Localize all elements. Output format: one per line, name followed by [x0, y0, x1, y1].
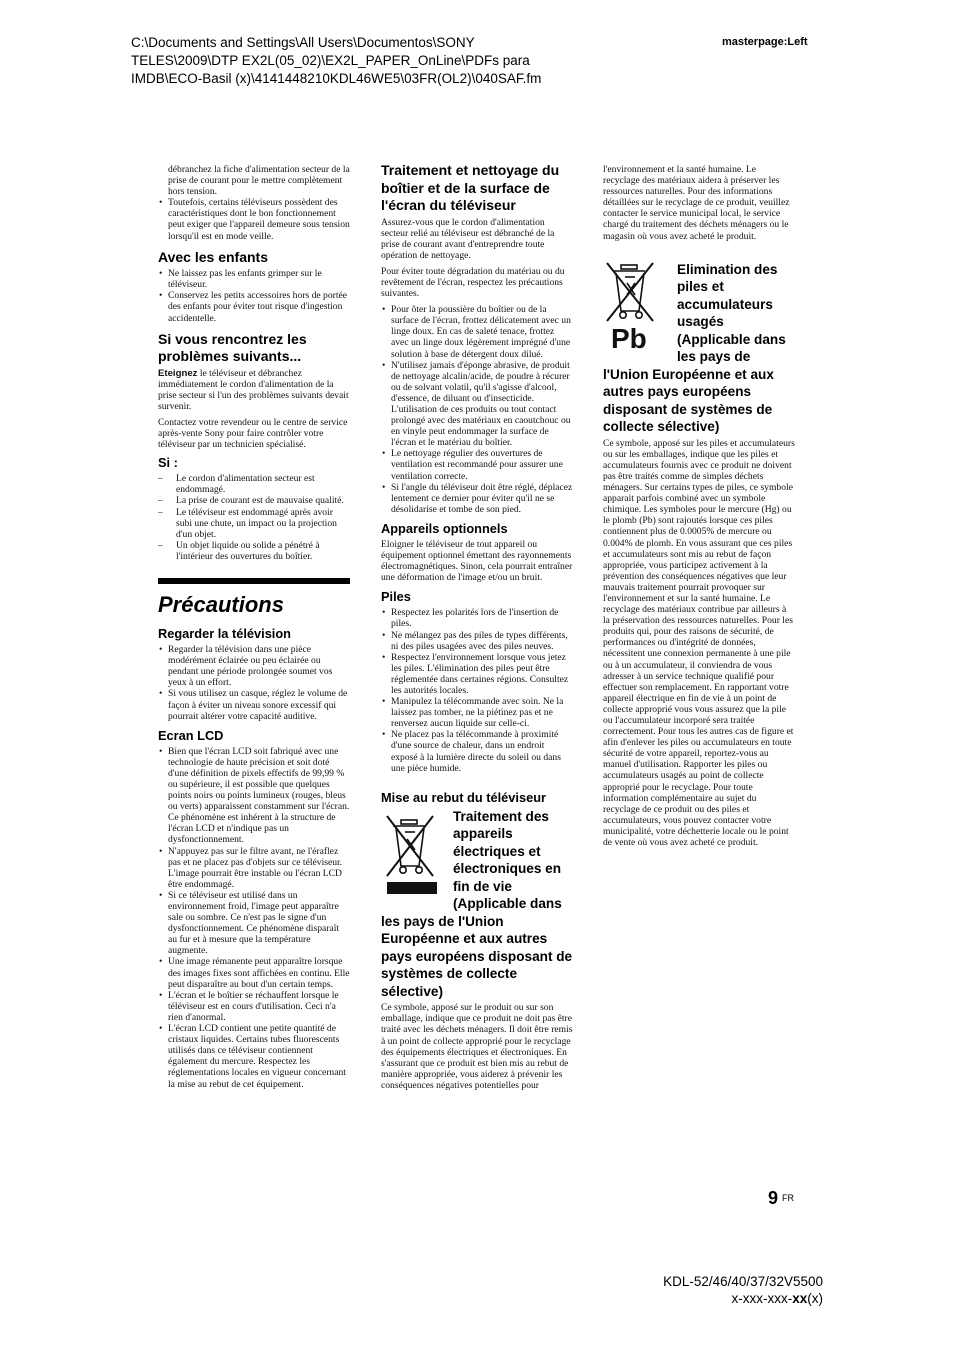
list-item: • Ne laissez pas les enfants grimper sur le téléviseur. [158, 268, 350, 290]
list-item: • Si vous utilisez un casque, réglez le volume de façon à éviter un niveau sonore excessif qui pourrait altérer votre capacité auditive. [158, 688, 350, 721]
list-item: • Pour ôter la poussière du boîtier ou de la surface de l'écran, frottez délicatement avec un linge doux. En cas de saleté tenace, frottez avec un linge doux légèrement imprégné d'une solution à base de détergent doux dilué. [381, 304, 573, 359]
traitement-paragraph-1: Assurez-vous que le cordon d'alimentation secteur relié au téléviseur est débranché de la prise de courant avant d'entreprendre toute opération de nettoyage. [381, 216, 555, 261]
list-item: • Regarder la télévision dans une pièce modérément éclairée ou peu éclairée ou pendant une période prolongée soumet vos yeux à un effort. [158, 644, 350, 688]
list-item: • Bien que l'écran LCD soit fabriqué avec une technologie de haute précision et soit doté d'une définition de pixels effectifs de 99,99 % ou supérieure, il est possible que quelques points noirs ou points lumineux (rouges, bleus ou verts) apparaissent constamment sur l'écran. Ce phénomène est inhérent à la structure de l'écran LCD et n'indique pas un dysfonctionnement. [158, 746, 350, 846]
document-code [663, 1290, 823, 1307]
traitement-paragraph-2: Pour éviter toute dégradation du matériau ou du revêtement de l'écran, respectez les précautions suivantes. [381, 265, 565, 300]
list-item: • Manipulez la télécommande avec soin. Ne la laissez pas tomber, ne la piétinez pas et ne renversez aucun liquide sur celle-ci. [381, 696, 573, 729]
model-footer [663, 1273, 823, 1307]
path-line-2: TELES\2009\DTP EX2L(05_02)\EX2L_PAPER_OnLine\PDFs para [131, 53, 530, 68]
precautions-title: Précautions [158, 592, 284, 618]
section-rule [158, 578, 350, 584]
bullet-list [158, 197, 350, 241]
bold-word: Eteignez [158, 367, 198, 379]
section-heading-regarder: Regarder la télévision [158, 626, 291, 642]
list-item: – Le cordon d'alimentation secteur est endommagé. [158, 473, 350, 495]
list-item: • Une image rémanente peut apparaître lorsque des images fixes sont affichées en continu. Elle peut disparaître au bout d'un certain temps. [158, 956, 350, 989]
list-item: • Toutefois, certains téléviseurs possèdent des caractéristiques dont le bon fonctionnement peut exiger que l'appareil demeure sous tension lorsqu'il est en mode veille. [158, 197, 350, 241]
battery-bin-icon [603, 261, 671, 351]
list-item: • Ne placez pas la télécommande à proximité d'une source de chaleur, dans un endroit exposé à la lumière directe du soleil ou dans une pièce humide. [381, 729, 573, 773]
column-2 [381, 162, 573, 1096]
paragraph-text: le téléviseur et débranchez immédiatement le cordon d'alimentation de la prise secteur si l'un des problèmes suivants devait survenir. [158, 367, 349, 412]
pb-chemical-label: Pb [611, 322, 647, 351]
battery-paragraph: Ce symbole, apposé sur les piles et accumulateurs ou sur les emballages, indique que les piles et accumulateurs fournis avec ce produit ne doivent pas être traités comme de simples déchets ménagers. Sur certains types de piles, ce symbole apparait parfois combiné avec un symbole chimique. Les symboles pour le mercure (Hg) ou le plomb (Pb) sont rajoutés lorsque ces piles contiennent plus de 0.0005% de mercure ou 0.004% de plomb. En vous assurant que ces piles et accumulateurs sont mis au rebut de façon appropriée, vous participez activement à la prévention des conséquences négatives que leur mauvais traitement pourrait provoquer sur l'environnement et sur la santé humaine. Le recyclage des matériaux contribue par ailleurs à la préservation des ressources naturelles. Pour les produits qui, pour des raisons de sécurité, de performances ou d'intégrité de données, nécessitent une connexion permanente à une pile ou à un accumulateur, il conviendra de vous adresser à un service technique qualifié pour effectuer son remplacement. En rapportant votre appareil électrique en fin de vie à un point de collecte approprié vous vous assurez que la pile ou l'accumulateur incorporé sera traitée correctement. Pour tous les autres cas de figure et afin d'enlever les piles ou accumulateurs en toute sécurité de votre appareil, reportez-vous au manuel d'utilisation. Rapporter les piles ou accumulateurs usagés au point de collecte approprié pour le recyclage. Pour toute information complémentaire au sujet du recyclage de ce produit ou des piles et accumulateurs, vous pouvez contacter votre municipalité, votre déchetterie locale ou le point de vente où vous avez acheté ce produit. [603, 437, 795, 849]
section-heading-traitement: Traitement et nettoyage du boîtier et de la surface de l'écran du téléviseur [381, 162, 560, 213]
list-item: – Le téléviseur est endommagé après avoir subi une chute, un impact ou la projection d'un objet. [158, 507, 350, 540]
battery-heading: Elimination des piles et accumulateurs usagés (Applicable dans les pays de l'Union Européenne et aux autres pays européens disposant de systèmes de collecte sélective) [603, 261, 786, 435]
weee-bin-icon [381, 810, 449, 902]
code-bold: xx [792, 1291, 808, 1306]
recycling-continued-paragraph: l'environnement et la santé humaine. Le recyclage des matériaux aidera à préserver les ressources naturelles. Pour des informations détaillées sur le recyclage de ce produit, veuillez contacter le service municipal local, le service chargé du traitement des déchets ménagers ou le magasin où vous avez acheté le produit. [603, 164, 790, 242]
continued-paragraph: débranchez la fiche d'alimentation secteur de la prise de courant pour le mettre complètement hors tension. [168, 164, 350, 198]
section-heading-problemes: Si vous rencontrez les problèmes suivants... [158, 330, 307, 365]
weee-heading: Traitement des appareils électriques et électroniques en fin de vie (Applicable dans les pays de l'Union Européenne et aux autres pays européens disposant de systèmes de collecte sélective) [381, 808, 573, 999]
section-heading-enfants: Avec les enfants [158, 248, 268, 265]
lcd-list [158, 746, 350, 1090]
page-language: FR [782, 1193, 794, 1203]
path-line-3: IMDB\ECO-Basil (x)\4141448210KDL46WE5\03FR(OL2)\040SAF.fm [131, 71, 542, 86]
list-item: – Un objet liquide ou solide a pénétré à l'intérieur des ouvertures du boîtier. [158, 540, 350, 562]
section-heading-piles: Piles [381, 589, 411, 605]
si-list [158, 473, 350, 562]
model-number: KDL-52/46/40/37/32V5500 [663, 1274, 823, 1289]
regarder-list [158, 644, 350, 722]
code-prefix: x-xxx-xxx- [731, 1291, 793, 1306]
section-heading-lcd: Ecran LCD [158, 727, 224, 743]
masterpage-label: masterpage:Left [722, 36, 808, 48]
list-item: • Ne mélangez pas des piles de types différents, ni des piles usagées avec des piles neuves. [381, 630, 573, 652]
list-item: • Si ce téléviseur est utilisé dans un environnement froid, l'image peut apparaître sale ou sombre. Ce n'est pas le signe d'un dysfonctionnement. Ce phénomène disparaît au fur et à mesure que la température augmente. [158, 890, 350, 957]
optionnels-paragraph: Eloigner le téléviseur de tout appareil ou équipement optionnel émettant des rayonnements électromagnétiques. Sinon, cela pourrait entraîner une déformation de l'image et/ou un bruit. [381, 538, 573, 584]
list-item: • Respectez l'environnement lorsque vous jetez les piles. L'élimination des piles peut être réglementée dans certaines régions. Consultez les autorités locales. [381, 652, 573, 696]
list-item: • L'écran LCD contient une petite quantité de cristaux liquides. Certains tubes fluorescents utilisés dans ce téléviseur contiennent également du mercure. Respectez les réglementations locales en vigueur concernant la mise au rebut de cet équipement. [158, 1023, 350, 1090]
section-heading-optionnels: Appareils optionnels [381, 520, 508, 536]
code-suffix: (x) [807, 1291, 823, 1306]
path-line-1: C:\Documents and Settings\All Users\Documentos\SONY [131, 35, 475, 50]
enfants-list [158, 268, 350, 323]
section-heading-rebut: Mise au rebut du téléviseur [381, 789, 546, 805]
list-item: • Le nettoyage régulier des ouvertures de ventilation est recommandé pour assurer une ventilation correcte. [381, 448, 573, 481]
piles-list [381, 607, 573, 773]
weee-paragraph: Ce symbole, apposé sur le produit ou sur son emballage, indique que ce produit ne doit pas être traité avec les déchets ménagers. Il doit être remis à un point de collecte approprié pour le recyclage des équipements électriques et électroniques. En s'assurant que ce produit est bien mis au rebut de manière appropriée, vous aiderez à prévenir les conséquences négatives potentielles pour [381, 1002, 573, 1091]
list-item: • Conservez les petits accessoires hors de portée des enfants pour éviter tout risque d'ingestion accidentelle. [158, 290, 350, 323]
traitement-list [381, 304, 573, 515]
list-item: • Si l'angle du téléviseur doit être réglé, déplacez lentement ce dernier pour éviter qu'il ne se désolidarise et tombe de son pied. [381, 482, 573, 515]
contact-paragraph: Contactez votre revendeur ou le centre de service après-vente Sony pour faire contrôler votre téléviseur par un technicien spécialisé. [158, 417, 348, 451]
list-item: • N'utilisez jamais d'éponge abrasive, de produit de nettoyage alcalin/acide, de poudre à récurer ou de solvant volatil, qu'il s'agisse d'alcool, d'essence, de diluant ou d'insecticide. L'utilisation de ces produits ou tout contact prolongé avec des matériaux en caoutchouc ou en vinyle peut endommager la surface de l'écran et le matériau du boîtier. [381, 360, 573, 449]
problemes-paragraph [158, 368, 350, 412]
list-item: – La prise de courant est de mauvaise qualité. [158, 495, 350, 506]
column-1 [158, 164, 350, 1094]
file-path-header [131, 34, 631, 88]
list-item: • Respectez les polarités lors de l'insertion de piles. [381, 607, 573, 629]
column-3 [603, 164, 795, 853]
list-item: • L'écran et le boîtier se réchauffent lorsque le téléviseur est en cours d'utilisation. Ceci n'a rien d'anormal. [158, 990, 350, 1023]
page-number: 9 [768, 1188, 779, 1208]
si-heading: Si : [158, 455, 178, 471]
list-item: • N'appuyez pas sur le filtre avant, ne l'éraflez pas et ne placez pas d'objets sur ce téléviseur. L'image pourrait être instable ou l'écran LCD être endommagé. [158, 846, 350, 890]
